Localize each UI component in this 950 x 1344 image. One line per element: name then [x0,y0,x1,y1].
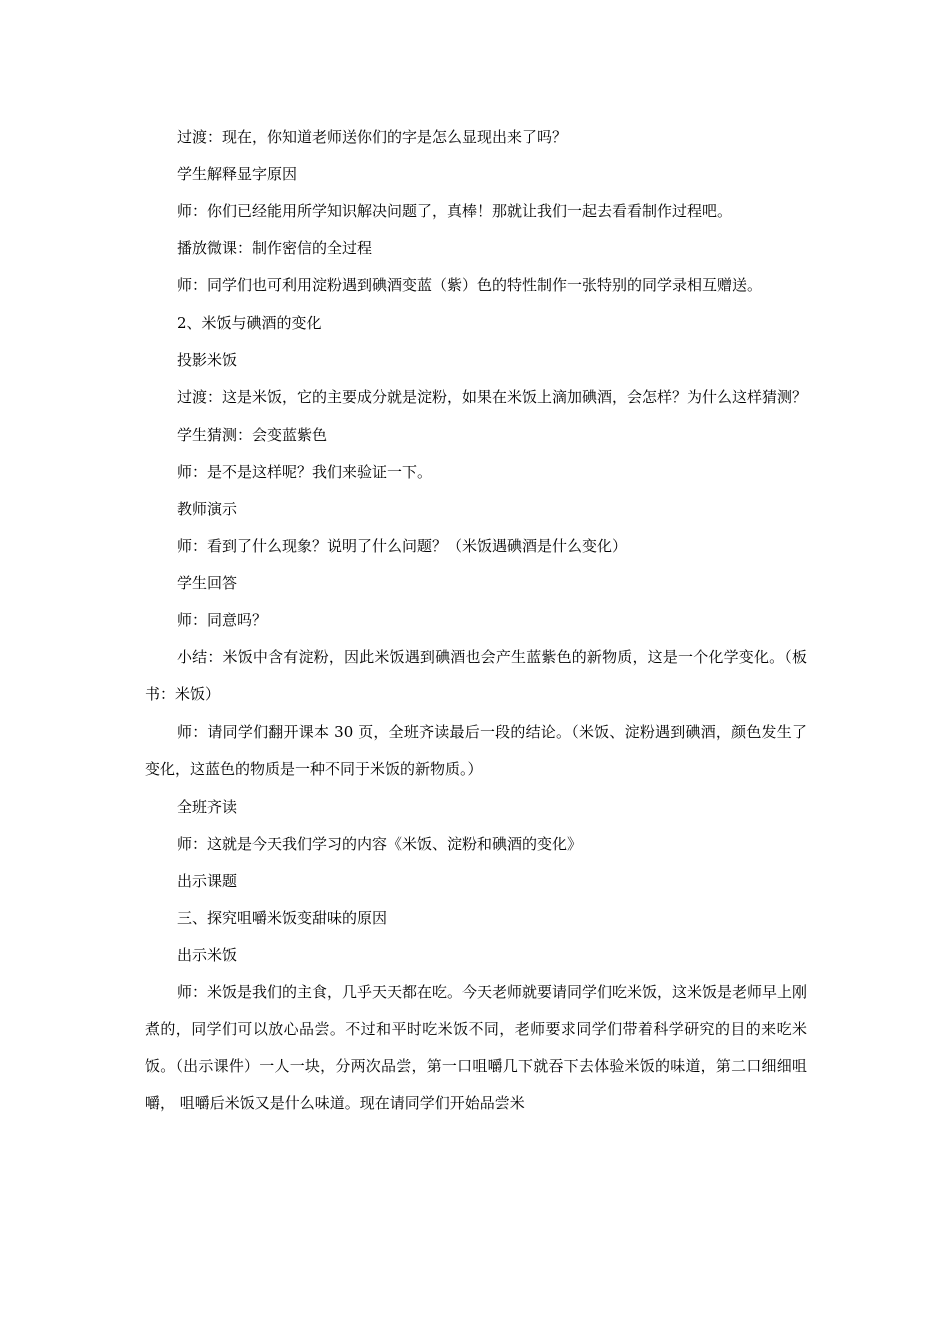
paragraph-5: 师：同学们也可利用淀粉遇到碘酒变蓝（紫）色的特性制作一张特别的同学录相互赠送。 [177,276,763,294]
paragraph-4: 播放微课：制作密信的全过程 [177,239,373,257]
paragraph-18: 师：这就是今天我们学习的内容《米饭、淀粉和碘酒的变化》 [177,835,583,853]
paragraph-8: 过渡：这是米饭，它的主要成分就是淀粉，如果在米饭上滴加碘酒，会怎样？为什么这样猜测？ [177,388,808,406]
paragraph-13: 学生回答 [177,574,238,592]
paragraph-1: 过渡：现在，你知道老师送你们的字是怎么显现出来了吗？ [177,128,568,146]
paragraph-20: 三、探究咀嚼米饭变甜味的原因 [177,909,388,927]
paragraph-6: 2、米饭与碘酒的变化 [177,314,322,332]
paragraph-17: 全班齐读 [177,798,238,816]
paragraph-10: 师：是不是这样呢？我们来验证一下。 [177,463,433,481]
paragraph-12: 师：看到了什么现象？说明了什么问题？（米饭遇碘酒是什么变化） [177,537,628,555]
paragraph-19: 出示课题 [177,872,238,890]
paragraph-11: 教师演示 [177,500,238,518]
paragraph-9: 学生猜测：会变蓝紫色 [177,426,328,444]
paragraph-7: 投影米饭 [177,351,238,369]
document-body [145,126,807,1130]
paragraph-22: 师：米饭是我们的主食，几乎天天都在吃。今天老师就要请同学们吃米饭，这米饭是老师早上刚煮的，同学们可以放心品尝。不过和平时吃米饭不同，老师要求同学们带着科学研究的目的来吃米饭。（出示课件）一人一块，分两次品尝，第一口咀嚼几下就吞下去体验米饭的味道，第二口细细咀嚼， 咀嚼后米饭又是什么味道。现在请同学们开始品尝米 [145,983,808,1112]
paragraph-3: 师：你们已经能用所学知识解决问题了，真棒！那就让我们一起去看看制作过程吧。 [177,202,733,220]
paragraph-15: 小结：米饭中含有淀粉，因此米饭遇到碘酒也会产生蓝紫色的新物质，这是一个化学变化。（板书：米饭） [145,648,807,703]
paragraph-2: 学生解释显字原因 [177,165,298,183]
paragraph-14: 师：同意吗？ [177,611,268,629]
paragraph-16: 师：请同学们翻开课本 30 页，全班齐读最后一段的结论。（米饭、淀粉遇到碘酒，颜色发生了变化，这蓝色的物质是一种不同于米饭的新物质。） [145,723,807,778]
paragraph-21: 出示米饭 [177,946,238,964]
